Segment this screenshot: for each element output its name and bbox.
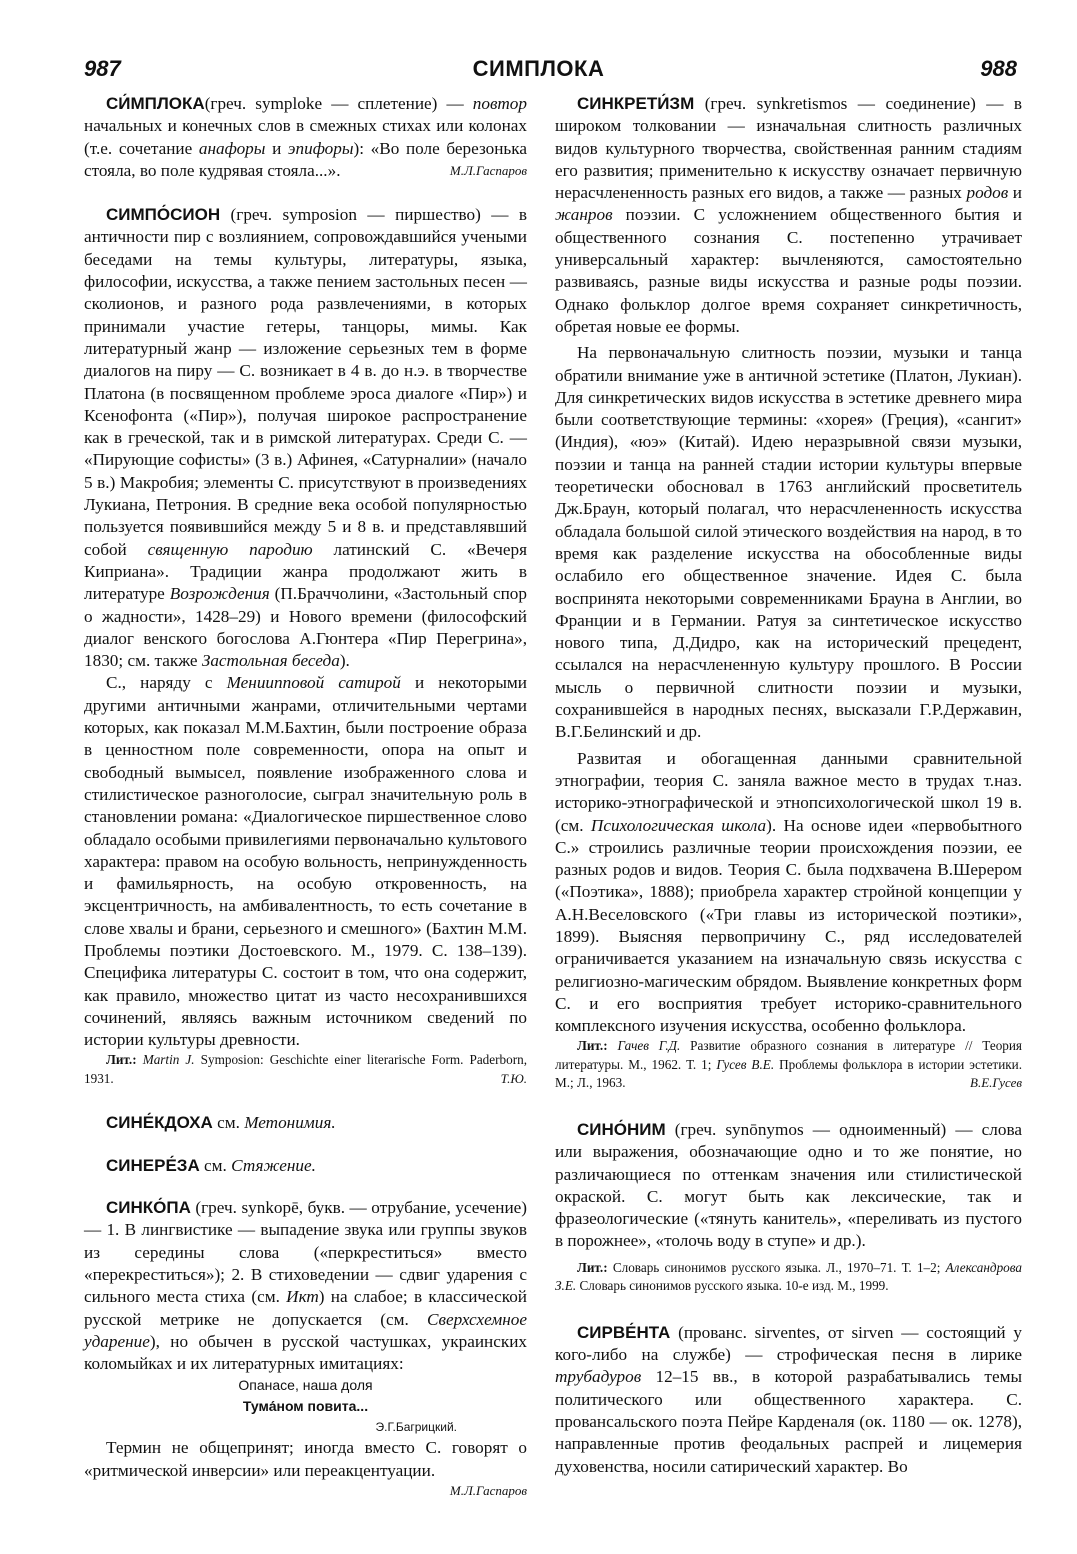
paragraph: На первоначальную слитность поэзии, музыки и танца обратили внимание уже в античной эстетике (Платон, Лукиан). Для синкретических видов искусства в эстетике древнего мира были соответствующие термины: «хорея» (Греция), «сангит» (Индия), «юэ» (Китай). Идею неразрывной связи музыки, поэзии и танца на ранней стадии истории культуры впервые теоретически обосновал в 1763 английский просветитель Дж.Браун, который полагал, что нерасчлененность искусства обладала большой силой этического воздействия на народ, в то время как разделение искусства на обособленные виды ослабило его общественное значение. Идея С. была воспринята некоторыми современниками Брауна в Англии, во Франции и в Германии. Ратуя за синтетическое искусство нового типа, Д.Дидро, как на исторический прецедент, ссылался на нерасчлененную культуру прошлого. В России мысль о первичной слитности поэзии и музыки, сохранившейся в народных песнях, высказали Г.Р.Державин, В.Г.Белинский и др. xyxy=(555,343,1022,742)
poem-quote xyxy=(84,1375,527,1417)
cross-reference: Метонимия. xyxy=(244,1113,336,1133)
paragraph: С., наряду с Мениипповой сатирой и некоторыми другими античными жанрами, отличительными чертами которых, как показал М.М.Бахтин, были построение образа в ценностном поле современности, опора на опыт и свободный вымысел, появление изображенного слова и стилистическое разноголосие, сыграл значительную роль в становлении романа: «Диалогическое пиршественное слово обладало особыми привилегиями первоначально культового характера: правом на особую вольность, непринужденность и фамильярность, на особую откровенность, на эксцентричность, на амбивалентность, то есть сочетание в слове хвалы и брани, серьезного и смешного» (Бахтин М.М. Проблемы поэтики Достоевского. М., 1979. С. 138–139). Специфика литературы С. состоит в том, что она содержит, как правило, множество цитат из часто несохранившихся сочинений, являясь важным источником сведений по истории культуры древности. xyxy=(84,673,527,1050)
page-number-left: 987 xyxy=(84,56,121,81)
entry-syneresis: СИНЕРЕ́ЗА см. Стяжение. xyxy=(106,1155,316,1175)
literature-reference: Лит.: Martin J. Symposion: Geschichte einer literarische Form. Paderborn, 1931. Т.Ю. xyxy=(84,1051,527,1088)
entry-syncretism: СИНКРЕТИ́ЗМ (греч. synkretismos — соединение) — в широком толковании — изначальная слитность различных видов культурного творчества, свойственная ранним стадиям его развития; применительно к искусству означает первичную нерасчлененность разных его видов, а также — разных родов и жанров поэзии. С усложнением общественного бытия и общественного сознания С. постепенно утрачивает универсальный характер: вычленяются, самостоятельно развиваясь, разные виды искусства и разные роды поэзии. Однако фольклор долгое время сохраняет синкретичность, обретая новые ее формы. xyxy=(555,94,1023,336)
entry-syncope: СИНКО́ПА (греч. synkopē, букв. — отрубание, усечение) — 1. В лингвистике — выпадение звука или группы звуков из середины слова («перкреститься» вместо «перекреститься»); 2. В стиховедении — сдвиг ударения с сильного места стиха (см. Икт) на слабое; в классической русской метрике не допускается (см. Сверхсхемное ударение), но обычен в русской частушках, украинских коломыйках и их литературных имитациях: xyxy=(84,1198,527,1374)
author-signature: М.Л.Гаспаров xyxy=(449,162,527,178)
author-signature: В.Е.Гусев xyxy=(970,1075,1022,1091)
author-signature: М.Л.Гаспаров xyxy=(449,1483,527,1499)
paragraph: Развитая и обогащенная данными сравнительной этнографии, теория С. заняла важное место в трудах т.наз. историко-этнографической и этнопсихологической школ 19 в. (см. Психологическая школа). На основе идеи «первобытного С.» строились различные теории происхождения поэзии, ее разных родов и видов. Теория С. была подхвачена В.Шерером («Поэтика», 1888); приобрела характер стройной концепции у А.Н.Веселовского («Три главы из исторической поэтики», 1899). Выясняя первопричину С., ряд исследователей ограничивается указанием на изначальную связь искусства с религиозно-магическим обрядом. Выявление конкретных форм С. и его восприятия требует историко-сравнительного комплексного изучения искусства, особенно фольклора. xyxy=(555,748,1022,1036)
entry-headword: СИНКРЕТИ́ЗМ xyxy=(577,94,695,113)
paragraph: Термин не общепринят; иногда вместо С. говорят о «ритмической инверсии» или переакцентуации. xyxy=(84,1438,527,1480)
literature-reference: Лит.: Гачев Г.Д. Развитие образного сознания в литературе // Теория литературы. М., 1962. Т. 1; Гусев В.Е. Проблемы фольклора в истории эстетики. М.; Л., 1963. В.Е.Гусев xyxy=(555,1037,1022,1093)
poem-line: Тума́ном повита... xyxy=(242,1398,369,1415)
entry-headword: СИМПО́СИОН xyxy=(106,205,221,225)
entry-synecdoche: СИНЕ́КДОХА см. Метонимия. xyxy=(106,1113,336,1133)
entry-headword: СИНЕ́КДОХА xyxy=(106,1113,213,1133)
left-column xyxy=(84,93,527,1500)
right-column xyxy=(555,93,1022,1478)
entry-headword: СИ́МПЛОКА xyxy=(106,94,205,113)
poem-source: Э.Г.Багрицкий. xyxy=(375,1420,457,1435)
entry-symposion: СИМПО́СИОН (греч. symposion — пиршество) — в античности пир с возлиянием, сопровождавшийся учеными беседами на темы культуры, литературы, языка, философии, искусства, а также пением застольных песен — сколионов, и разного рода развлечениями, в которых принимали участие гетеры, танцоры, мимы. Как литературный жанр — изложение серьезных тем в форме диалогов на пиру — С. возникает в 4 в. до н.э. в творчестве Платона (в посвященном проблеме эроса диалоге «Пир») и Ксенофонта («Пир»), получая широкое распространение как в греческой, так и в римской литературах. Среди С. — «Пирующие софисты» (3 в.) Афинея, «Сатурналии» (начало 5 в.) Макробия; элементы С. присутствуют в произведениях Лукиана, Петрония. В средние века особой популярностью пользуется появившийся между 5 и 8 в. и представлявший собой священную пародию латинский С. «Вечеря Киприана». Традиции жанра продолжают жить в литературе Возрождения (П.Браччолини, «Застольный спор о жадности», 1428–29) и Нового времени (философский диалог венского богослова А.Гюнтера «Пир Перегрина», 1830; см. также Застольная беседа). xyxy=(84,205,527,671)
entry-simploka: СИ́МПЛОКА(греч. symploke — сплетение) — повтор начальных и конечных слов в смежных стихах или колонах (т.е. сочетание анафоры и эпифоры): «Во поле березонька стояла, во поле кудрявая стояла...». М.Л.Гаспаров xyxy=(84,93,527,182)
entry-headword: СИНКО́ПА xyxy=(106,1198,191,1218)
entry-headword: СИРВЕ́НТА xyxy=(577,1322,671,1342)
literature-reference: Лит.: Словарь синонимов русского языка. Л., 1970–71. Т. 1–2; Александрова З.Е. Словарь синонимов русского языка. 10-е изд. М., 1999. xyxy=(555,1259,1022,1294)
entry-headword: СИНЕРЕ́ЗА xyxy=(106,1155,200,1175)
running-head: СИМПЛОКА xyxy=(472,56,605,81)
cross-reference: Стяжение. xyxy=(231,1155,316,1175)
poem-line: Опанасе, наша доля xyxy=(238,1377,373,1394)
author-signature: Т.Ю. xyxy=(500,1070,527,1086)
entry-synonym: СИНО́НИМ (греч. synōnymos — одноименный) — слова или выражения, обозначающие одно и то же понятие, но различающиеся по оттенкам значения или стилистической окраской. С. могут быть как лексические, так и фразеологические («тянуть канитель», «переливать из пустого в порожнее», «толочь воду в ступе» и др.). xyxy=(555,1119,1022,1251)
entry-headword: СИНО́НИМ xyxy=(577,1119,666,1139)
page-number-right: 988 xyxy=(980,56,1017,81)
entry-sirventes: СИРВЕ́НТА (прованс. sirventes, от sirven — состоящий у кого-либо на службе) — строфическая песня в лирике трубадуров 12–15 вв., в которой разрабатывались темы политического или общественного характера. С. провансальского поэта Пейре Карденаля (ок. 1180 — ок. 1278), направленные против феодальных распрей и лицемерия духовенства, носили сатирический характер. Во xyxy=(555,1322,1022,1476)
